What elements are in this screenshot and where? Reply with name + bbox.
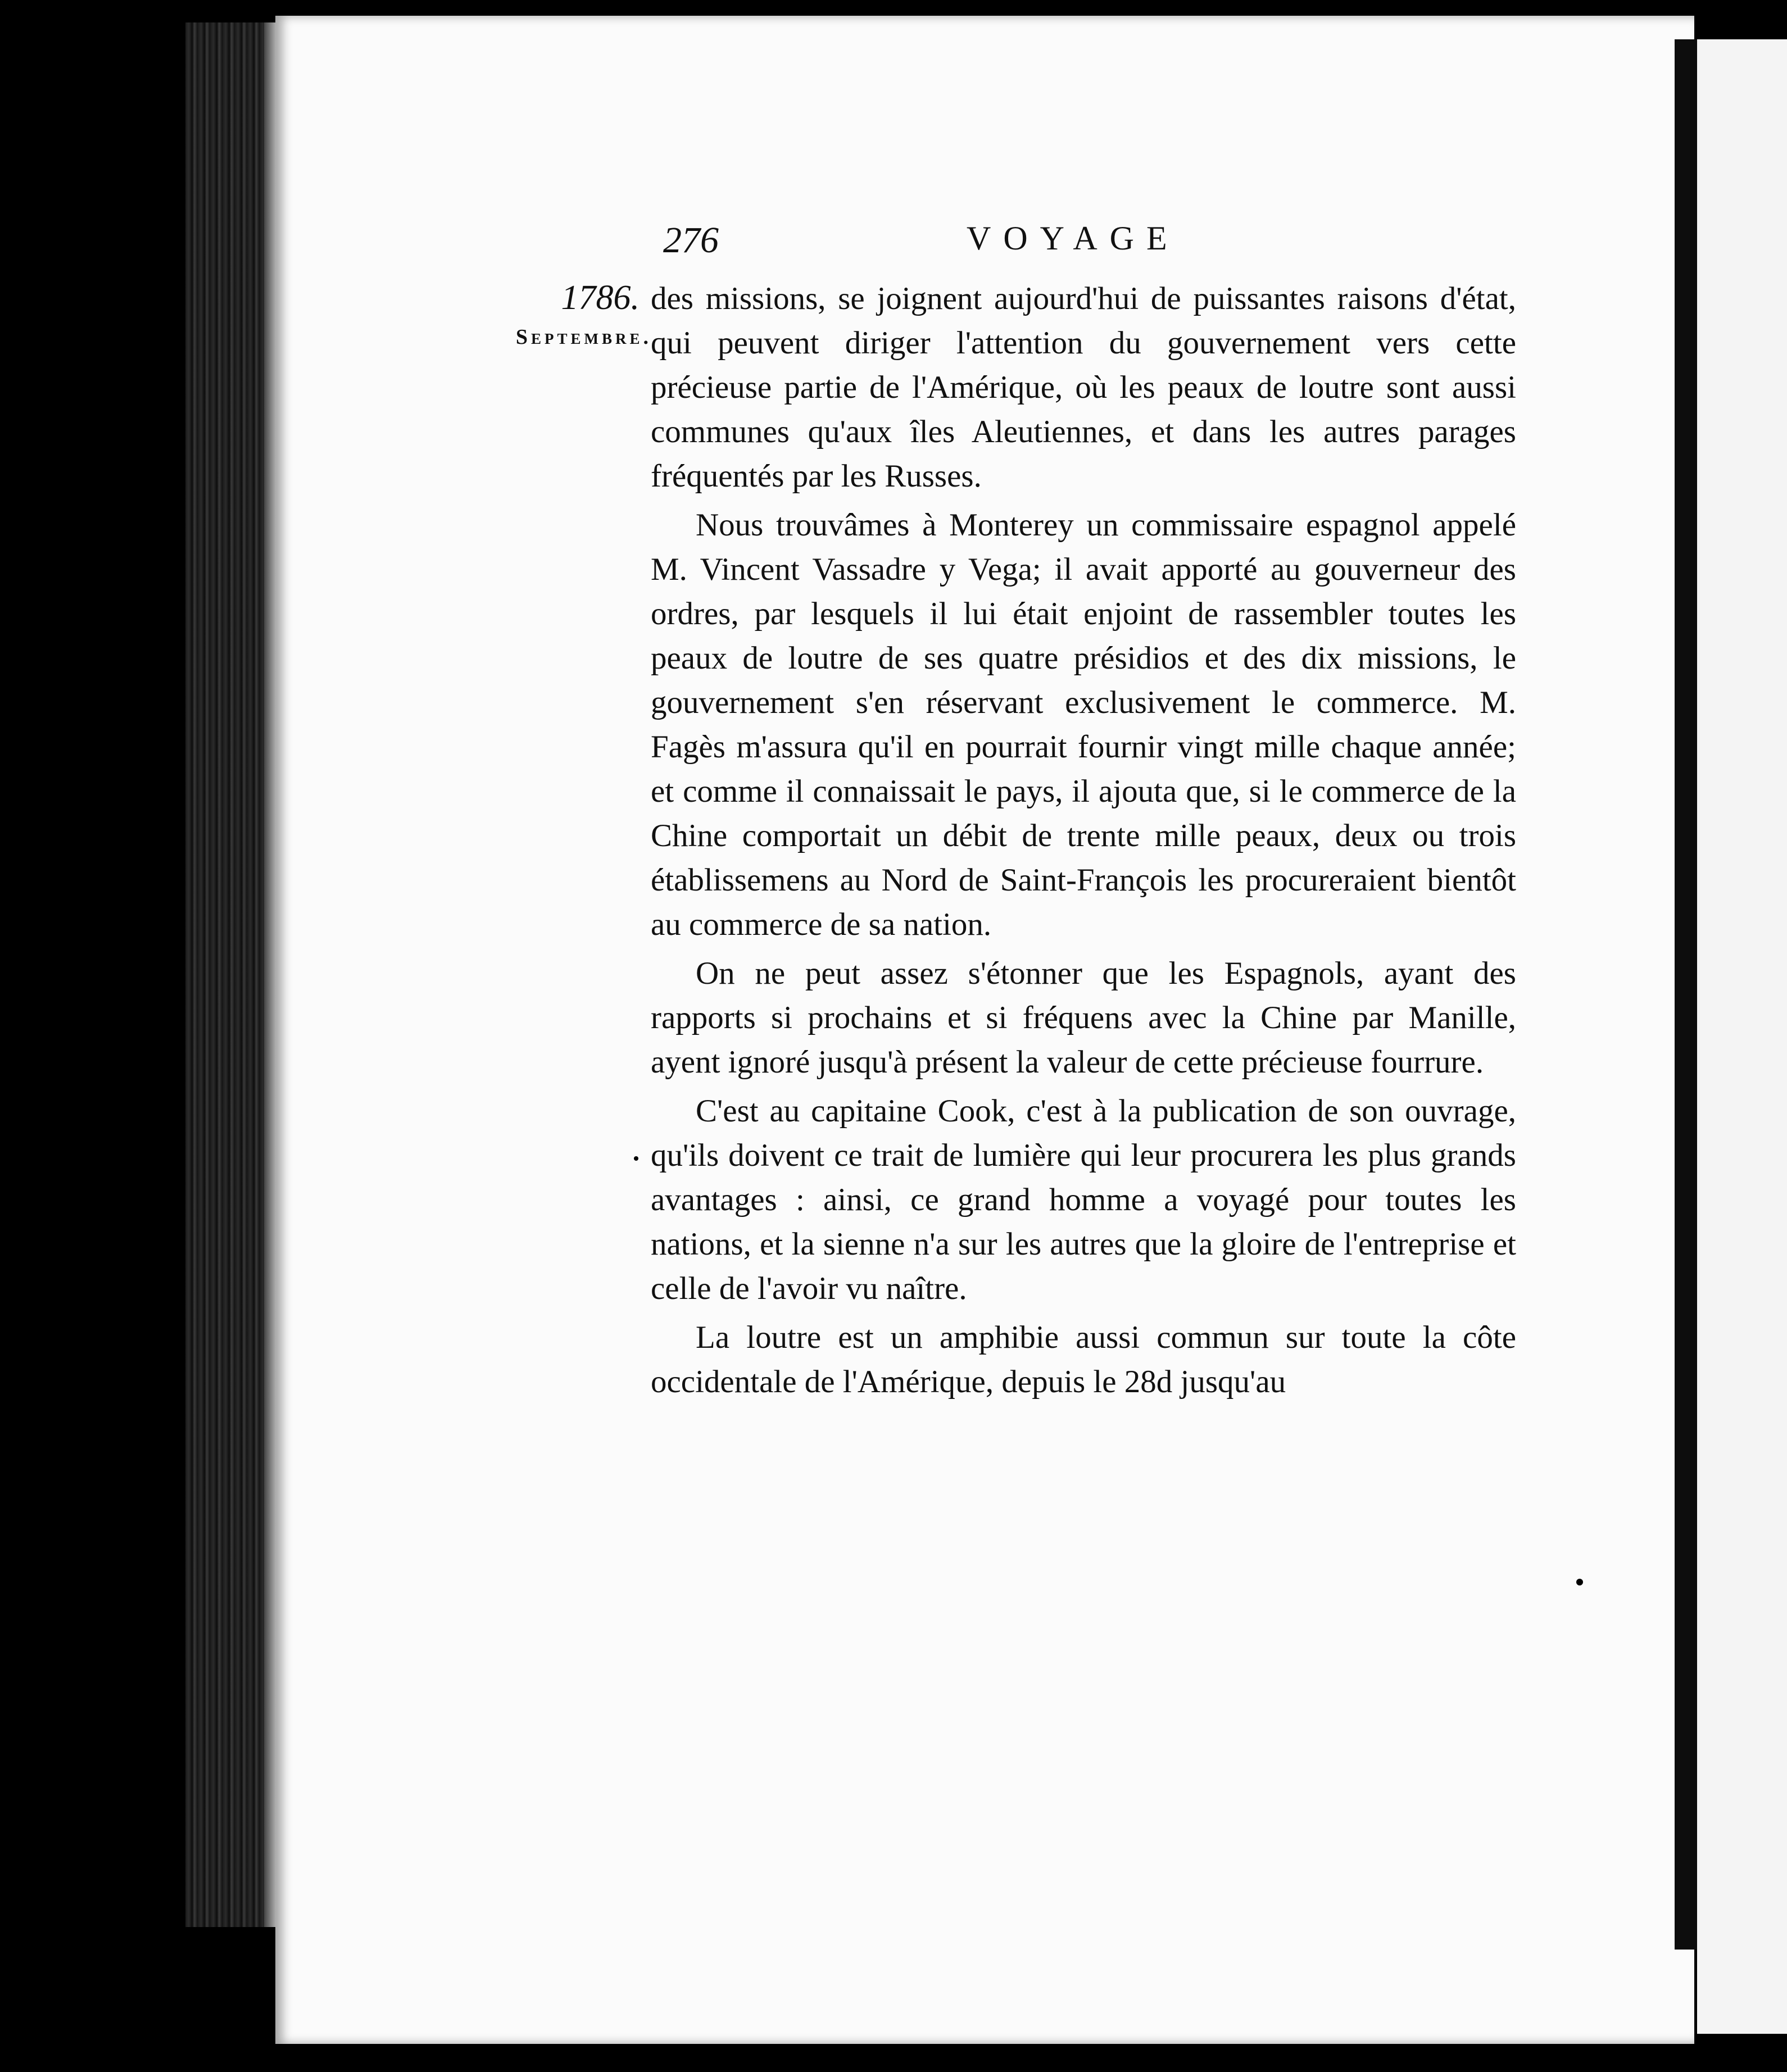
ink-speck <box>1576 1579 1583 1585</box>
paragraph-1: des missions, se joignent aujourd'hui de puissantes raisons d'état, qui peuvent diriger l'attention du gouvernement vers cette précieuse partie de l'Amérique, où les peaux de loutre sont aussi communes qu'aux îles Aleutiennes, et dans les autres parages fréquentés par les Russes. <box>651 281 1516 494</box>
ink-speck <box>634 1156 638 1161</box>
margin-date-note <box>483 275 652 354</box>
gutter-shadow <box>1675 39 1697 1950</box>
margin-month: Septembre. <box>515 325 652 349</box>
paragraph-5: La loutre est un amphibie aussi commun sur toute la côte occidentale de l'Amérique, depuis le 28d jusqu'au <box>651 1320 1516 1399</box>
page-number: 276 <box>663 220 719 261</box>
margin-year: 1786. <box>561 279 639 317</box>
paragraph-2: Nous trouvâmes à Monterey un commissaire espagnol appelé M. Vincent Vassadre y Vega; il avait apporté au gouverneur des ordres, par lesquels il lui était enjoint de rassembler toutes les peaux de loutre de ses quatre présidios et des dix missions, le gouvernement s'en réservant exclusivement le commerce. M. Fagès m'assura qu'il en pourrait fournir vingt mille chaque année; et comme il connaissait le pays, il ajouta que, si le commerce de la Chine comportait un débit de trente mille peaux, deux ou trois établissemens au Nord de Saint-François les procureraient bientôt au commerce de sa nation. <box>651 507 1516 942</box>
body-text <box>651 276 1516 1408</box>
page-header <box>663 219 1225 270</box>
paragraph-3: On ne peut assez s'étonner que les Espagnols, ayant des rapports si prochains et si fréquens avec la Chine par Manille, ayent ignoré jusqu'à présent la valeur de cette précieuse fourrure. <box>651 956 1516 1080</box>
paragraph-4: C'est au capitaine Cook, c'est à la publication de son ouvrage, qu'ils doivent ce trait de lumière qui leur procurera les plus grands avantages : ainsi, ce grand homme a voyagé pour toutes les nations, et la sienne n'a sur les autres que la gloire de l'entreprise et celle de l'avoir vu naître. <box>651 1093 1516 1306</box>
running-title: VOYAGE <box>967 220 1180 257</box>
facing-page-edge <box>1697 39 1787 2034</box>
book-page-edges <box>185 22 281 1927</box>
